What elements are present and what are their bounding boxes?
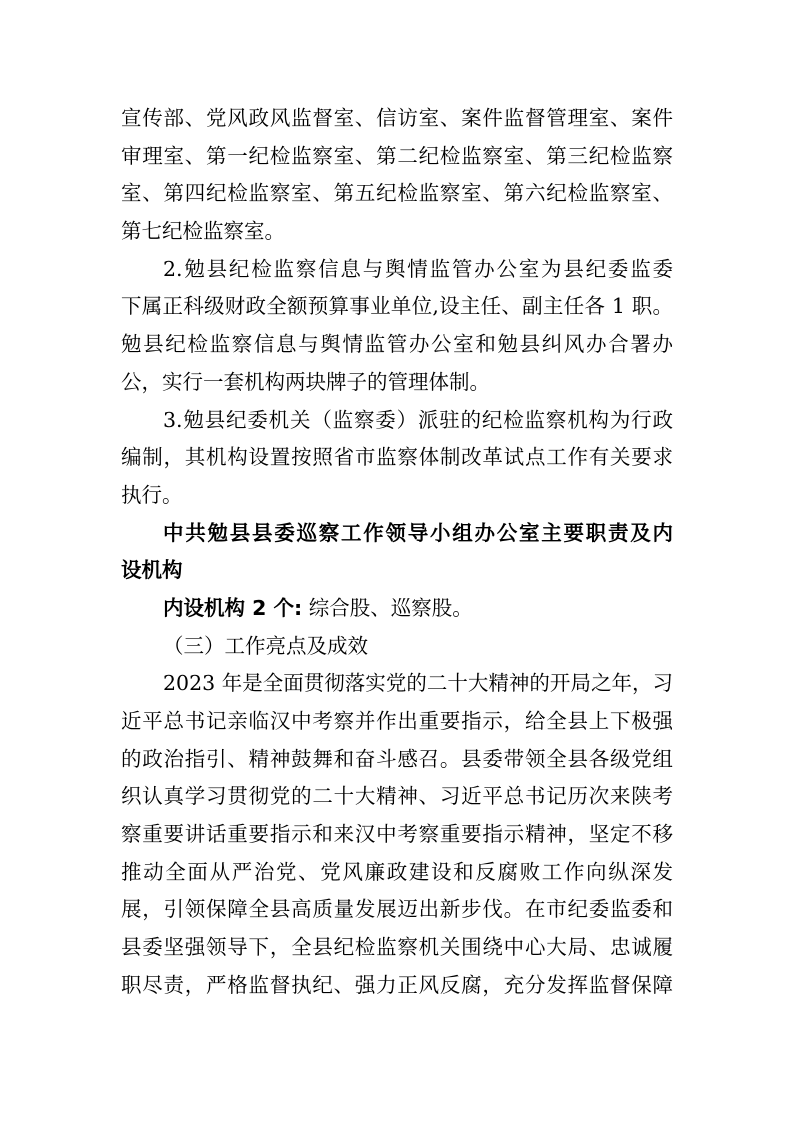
section-heading: 中共勉县县委巡察工作领导小组办公室主要职责及内	[163, 520, 673, 545]
section-heading: 设机构	[121, 558, 183, 583]
text-line: 2023 年是全面贯彻落实党的二十大精神的开局之年，习	[163, 671, 673, 696]
subsection-title: （三）工作亮点及成效	[163, 633, 368, 658]
inner-org-line	[121, 590, 673, 628]
text-line: 执行。	[121, 482, 183, 507]
document-page	[121, 100, 673, 1005]
text-line: 县委坚强领导下，全县纪检监察机关围绕中心大局、忠诚履	[121, 935, 673, 960]
text-line: 职尽责，严格监督执纪、强力正风反腐，充分发挥监督保障	[121, 972, 673, 997]
text-line: 勉县纪检监察信息与舆情监管办公室和勉县纠风办合署办	[121, 332, 673, 357]
text-line: 推动全面从严治党、党风廉政建设和反腐败工作向纵深发	[121, 859, 673, 884]
text-line: 下属正科级财政全额预算事业单位,设主任、副主任各 1 职。	[121, 294, 673, 319]
text-line: 3.勉县纪委机关（监察委）派驻的纪检监察机构为行政	[163, 407, 673, 432]
text-line: 室、第四纪检监察室、第五纪检监察室、第六纪检监察室、	[121, 181, 673, 206]
text-line: 织认真学习贯彻党的二十大精神、习近平总书记历次来陕考	[121, 784, 673, 809]
inner-org-label: 内设机构 2 个:	[163, 595, 303, 620]
text-line: 2.勉县纪检监察信息与舆情监管办公室为县纪委监委	[163, 256, 673, 281]
text-line: 公，实行一套机构两块牌子的管理体制。	[121, 369, 490, 394]
text-line: 察重要讲话重要指示和来汉中考察重要指示精神，坚定不移	[121, 822, 673, 847]
text-line: 编制，其机构设置按照省市监察体制改革试点工作有关要求	[121, 445, 673, 470]
text-line: 宣传部、党风政风监督室、信访室、案件监督管理室、案件	[121, 106, 673, 130]
text-line: 审理室、第一纪检监察室、第二纪检监察室、第三纪检监察	[121, 143, 673, 168]
inner-org-text: 综合股、巡察股。	[302, 595, 473, 620]
text-line: 展，引领保障全县高质量发展迈出新步伐。在市纪委监委和	[121, 897, 673, 922]
text-line: 的政治指引、精神鼓舞和奋斗感召。县委带领全县各级党组	[121, 746, 673, 771]
text-line: 第七纪检监察室。	[121, 219, 285, 244]
text-line: 近平总书记亲临汉中考察并作出重要指示，给全县上下极强	[121, 709, 673, 733]
